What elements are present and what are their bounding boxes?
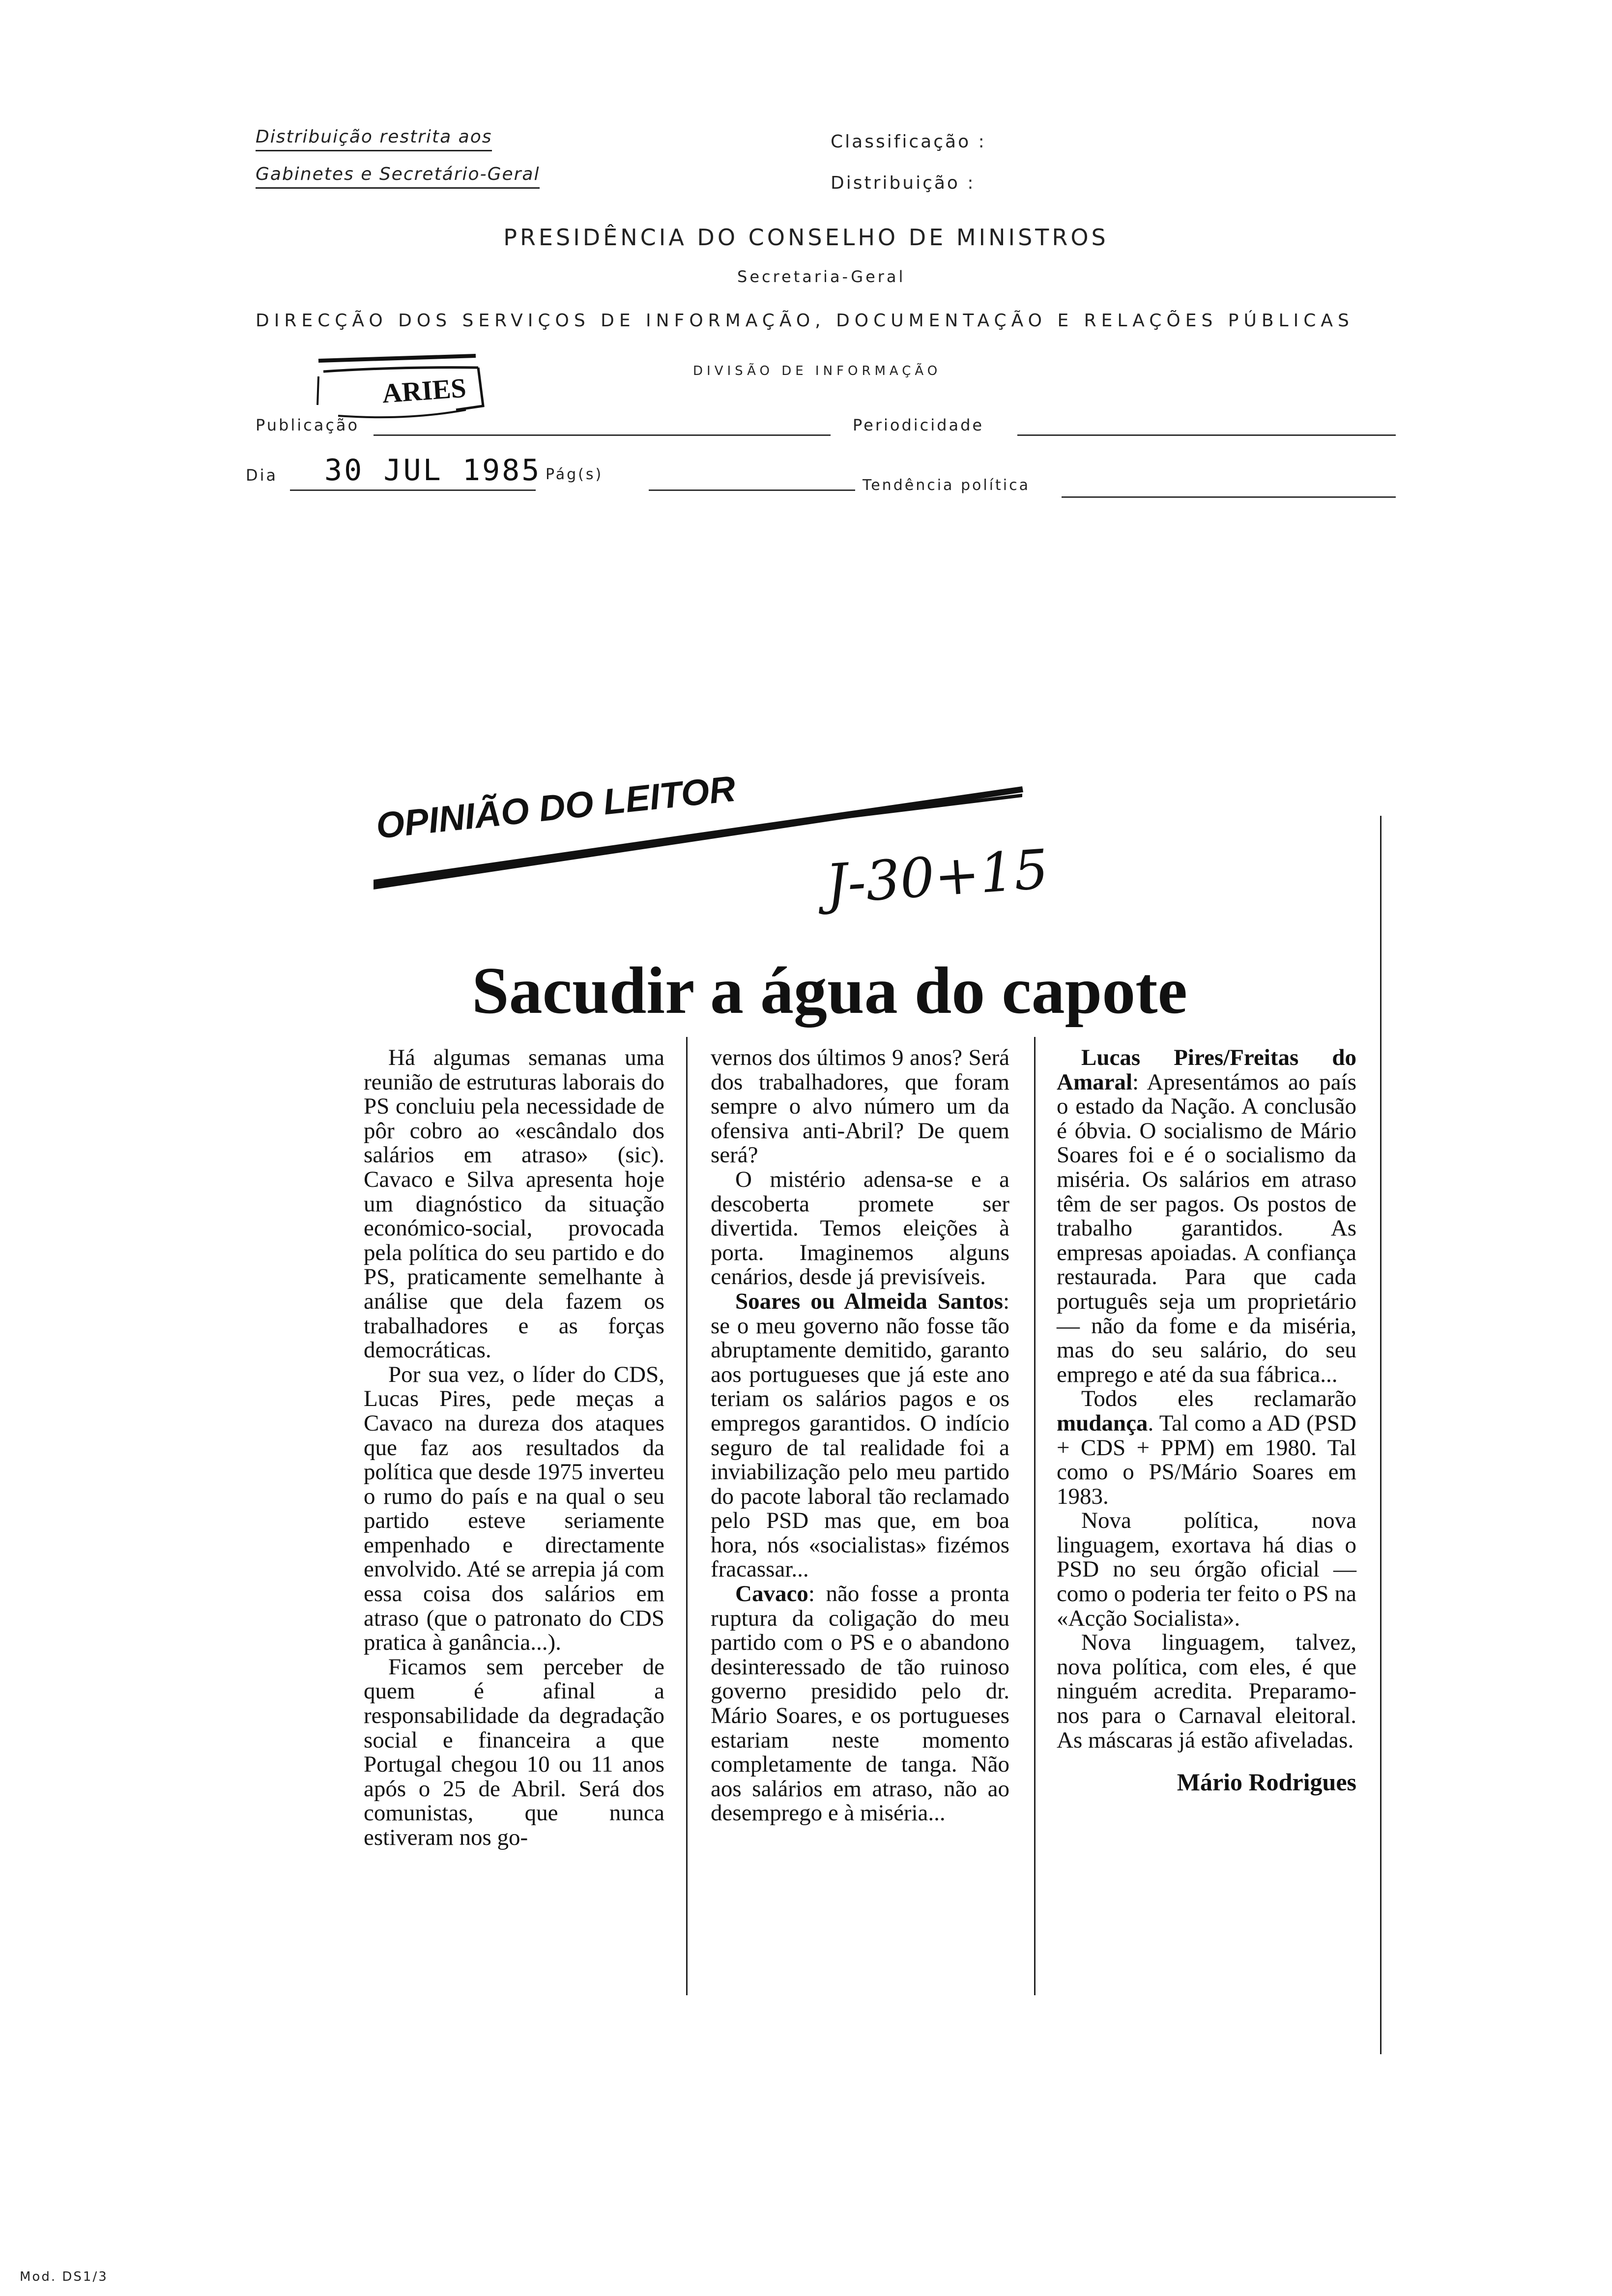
- periodicity-field-line: [1017, 434, 1396, 436]
- column-2-paragraph-1: vernos dos últimos 9 anos? Será dos trabalhadores, que foram sempre o alvo número um da ofensiva anti-Abril? De quem será?: [711, 1045, 1009, 1168]
- directorate-label: DIRECÇÃO DOS SERVIÇOS DE INFORMAÇÃO, DOCUMENTAÇÃO E RELAÇÕES PÚBLICAS: [256, 311, 1354, 331]
- column-2-paragraph-4: [711, 1582, 1009, 1826]
- day-label: Dia: [246, 466, 278, 485]
- column-divider-2: [1034, 1037, 1036, 1995]
- classification-label: Classificação :: [831, 132, 986, 152]
- column-3-paragraph-3: Nova política, nova linguagem, exortava há dias o PSD no seu órgão oficial — como o poderia ter feito o PS na «Acção Socialista».: [1057, 1508, 1356, 1631]
- column-2-paragraph-4-lead: Cavaco: [735, 1581, 808, 1607]
- political-tendency-label: Tendência política: [863, 477, 1031, 494]
- column-3-paragraph-1-lead: Lucas Pires/Freitas do Amaral: [1057, 1045, 1356, 1095]
- handwritten-annotation: J-30+15: [824, 837, 1051, 916]
- newspaper-stamp: [309, 347, 490, 421]
- section-title: OPINIÃO DO LEITOR: [374, 768, 738, 847]
- column-3-paragraph-1: [1057, 1046, 1356, 1387]
- pages-label: Pág(s): [546, 466, 604, 483]
- right-margin-rule: [1380, 816, 1382, 2054]
- column-3-paragraph-4: Nova linguagem, talvez, nova política, com eles, é que ninguém acredita. Preparamo-nos para o Carnaval eleitoral. As máscaras já estão afiveladas.: [1057, 1630, 1356, 1753]
- column-3-paragraph-1-body: : Apresentámos ao país o estado da Nação. A conclusão é óbvia. O socialismo de Mário Soares foi e é o socialismo da miséria. Os salários em atraso têm de ser pagos. Os postos de trabalho garantidos. As empresas apoiadas. A confiança restaurada. Para que cada português seja um proprietário — não da fome e da miséria, mas do seu salário, do seu emprego e até da sua fábrica...: [1057, 1069, 1356, 1387]
- article-column-3: [1057, 1046, 1356, 1795]
- division-label: DIVISÃO DE INFORMAÇÃO: [693, 364, 942, 378]
- organization-title: PRESIDÊNCIA DO CONSELHO DE MINISTROS: [503, 224, 1109, 251]
- svg-text:ARIES: ARIES: [381, 373, 467, 409]
- column-1-paragraph-2: Por sua vez, o líder do CDS, Lucas Pires, pede meças a Cavaco na dureza dos ataques que faz aos resultados da política que desde 1975 inverteu o rumo do país e na qual o seu partido esteve seriamente empenhado e directamente envolvido. Até se arrepia já com essa coisa dos salários em atraso (que o patronato do CDS pratica à ganância...).: [364, 1361, 664, 1656]
- column-divider-1: [686, 1037, 688, 1995]
- date-value: 30 JUL 1985: [324, 453, 542, 488]
- pages-field-line: [649, 489, 855, 491]
- article-author: Mário Rodrigues: [1177, 1768, 1356, 1796]
- political-tendency-field-line: [1062, 496, 1396, 498]
- article-column-1: [364, 1046, 664, 1850]
- distribution-restriction-line1: Distribuição restrita aos: [256, 127, 492, 151]
- column-1-paragraph-1: Há algumas semanas uma reunião de estruturas laborais do PS concluiu pela necessidade de pôr cobro ao «escândalo dos salários em atraso» (sic). Cavaco e Silva apresenta hoje um diagnóstico da situação económico-social, provocada pela política do seu partido e do PS, praticamente semelhante à análise que dela fazem os trabalhadores e as forças democráticas.: [364, 1045, 664, 1363]
- date-field-line: [290, 489, 536, 491]
- column-3-paragraph-2: [1057, 1387, 1356, 1509]
- publication-label: Publicação: [256, 416, 360, 434]
- column-2-paragraph-3-body: : se o meu governo não fosse tão abruptamente demitido, garanto aos portugueses que já este ano teriam os salários pagos e os empregos garantidos. O indício seguro de tal realidade foi a inviabilização pelo meu partido do pacote laboral tão reclamado pelo PSD mas que, em boa hora, nós «socialistas» fizémos fracassar...: [711, 1288, 1009, 1582]
- distribution-label: Distribuição :: [831, 173, 976, 193]
- periodicity-label: Periodicidade: [853, 416, 984, 434]
- form-code: Mod. DS1/3: [20, 2269, 108, 2284]
- column-2-paragraph-2: O mistério adensa-se e a descoberta promete ser divertida. Temos eleições à porta. Imaginemos alguns cenários, desde já previsíveis.: [711, 1166, 1009, 1290]
- column-2-paragraph-3-lead: Soares ou Almeida Santos: [735, 1288, 1003, 1314]
- column-1-paragraph-3: Ficamos sem perceber de quem é afinal a responsabilidade da degradação social e financeira a que Portugal chegou 10 ou 11 anos após o 25 de Abril. Será dos comunistas, que nunca estiveram nos go-: [364, 1654, 664, 1850]
- column-3-paragraph-2-start: Todos eles reclamarão: [1081, 1386, 1356, 1412]
- article-headline: Sacudir a água do capote: [472, 954, 1187, 1028]
- column-3-paragraph-2-emphasis: mudança: [1057, 1410, 1148, 1436]
- distribution-restriction-line2: Gabinetes e Secretário-Geral: [256, 164, 540, 189]
- column-3-paragraph-2-end: . Tal como a AD (PSD + CDS + PPM) em 1980. Tal como o PS/Mário Soares em 1983.: [1057, 1410, 1356, 1509]
- column-2-paragraph-3: [711, 1290, 1009, 1582]
- column-2-paragraph-4-body: : não fosse a pronta ruptura da coligação do meu partido com o PS e o abandono desinteressado de tão ruinoso governo presidido pelo dr. Mário Soares, e os portugueses estariam neste momento completamente de tanga. Não aos salários em atraso, não ao desemprego e à miséria...: [711, 1581, 1009, 1826]
- secretariat-label: Secretaria-Geral: [737, 267, 906, 286]
- publication-field-line: [374, 434, 831, 436]
- article-column-2: [711, 1046, 1009, 1826]
